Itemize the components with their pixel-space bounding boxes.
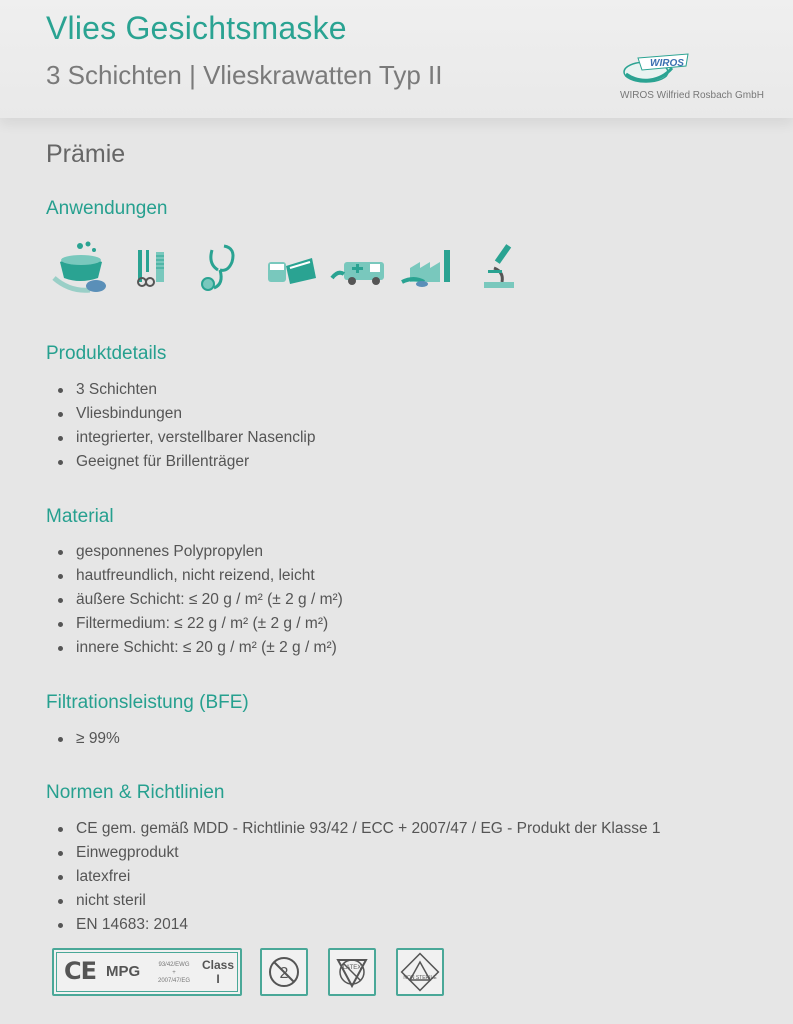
- filtration-list: [58, 727, 120, 751]
- header: [0, 0, 793, 118]
- list-item: latexfrei: [58, 865, 661, 889]
- list-item: gesponnenes Polypropylen: [58, 540, 343, 564]
- wellness-icon: [50, 238, 112, 298]
- list-item: hautfreundlich, nicht reizend, leicht: [58, 564, 343, 588]
- class-label-line1: Class: [202, 958, 235, 972]
- latex-label: LATEX: [342, 965, 362, 971]
- mpg-directive-text: 93/42/EWG + 2007/47/EG: [157, 962, 191, 984]
- non-sterile-label: NON STERILE: [403, 975, 437, 981]
- list-item: integrierter, verstellbarer Nasenclip: [58, 426, 316, 450]
- ambulance-icon: [330, 238, 392, 298]
- latex-free-icon: [328, 948, 376, 996]
- mpg-label: MPG: [106, 963, 141, 980]
- list-item: 3 Schichten: [58, 378, 316, 402]
- product-details-list: [58, 378, 316, 474]
- norms-heading: Normen & Richtlinien: [46, 782, 225, 803]
- single-use-icon: [260, 948, 308, 996]
- list-item: EN 14683: 2014: [58, 913, 661, 937]
- application-icons: [50, 238, 532, 298]
- ce-mpg-badge: [52, 948, 242, 996]
- list-item: Vliesbindungen: [58, 402, 316, 426]
- list-item: CE gem. gemäß MDD - Richtlinie 93/42 / ECC + 2007/47 / EG - Produkt der Klasse 1: [58, 817, 661, 841]
- logo-caption: WIROS Wilfried Rosbach GmbH: [620, 90, 764, 101]
- list-item: Einwegprodukt: [58, 841, 661, 865]
- page-subtitle: 3 Schichten | Vlieskrawatten Typ II: [46, 60, 443, 90]
- laboratory-microscope-icon: [470, 238, 532, 298]
- applications-heading: Anwendungen: [46, 198, 168, 219]
- page-title: Vlies Gesichtsmaske: [46, 10, 347, 46]
- wiros-logo[interactable]: [620, 48, 780, 108]
- material-list: [58, 540, 343, 660]
- wiros-logo-icon: [620, 48, 692, 88]
- list-item: innere Schicht: ≤ 20 g / m² (± 2 g / m²): [58, 636, 343, 660]
- logo-mark-text: WIROS: [650, 58, 684, 69]
- cleaning-icon: [260, 238, 322, 298]
- industry-icon: [400, 238, 462, 298]
- class-label: [202, 958, 234, 986]
- class-label-line2: I: [216, 972, 220, 986]
- material-heading: Material: [46, 506, 114, 527]
- premium-label: Prämie: [46, 140, 126, 168]
- filtration-heading: Filtrationsleistung (BFE): [46, 692, 249, 713]
- list-item: Filtermedium: ≤ 22 g / m² (± 2 g / m²): [58, 612, 343, 636]
- ce-mark: CE: [64, 957, 97, 985]
- non-sterile-icon: [396, 948, 444, 996]
- svg-text:2: 2: [279, 965, 289, 982]
- list-item: Geeignet für Brillenträger: [58, 450, 316, 474]
- list-item: äußere Schicht: ≤ 20 g / m² (± 2 g / m²): [58, 588, 343, 612]
- list-item: ≥ 99%: [58, 727, 120, 751]
- medical-stethoscope-icon: [190, 238, 252, 298]
- list-item: nicht steril: [58, 889, 661, 913]
- product-details-heading: Produktdetails: [46, 343, 167, 364]
- hairdresser-icon: [120, 238, 182, 298]
- norms-list: [58, 817, 661, 937]
- certification-badges: [52, 948, 444, 996]
